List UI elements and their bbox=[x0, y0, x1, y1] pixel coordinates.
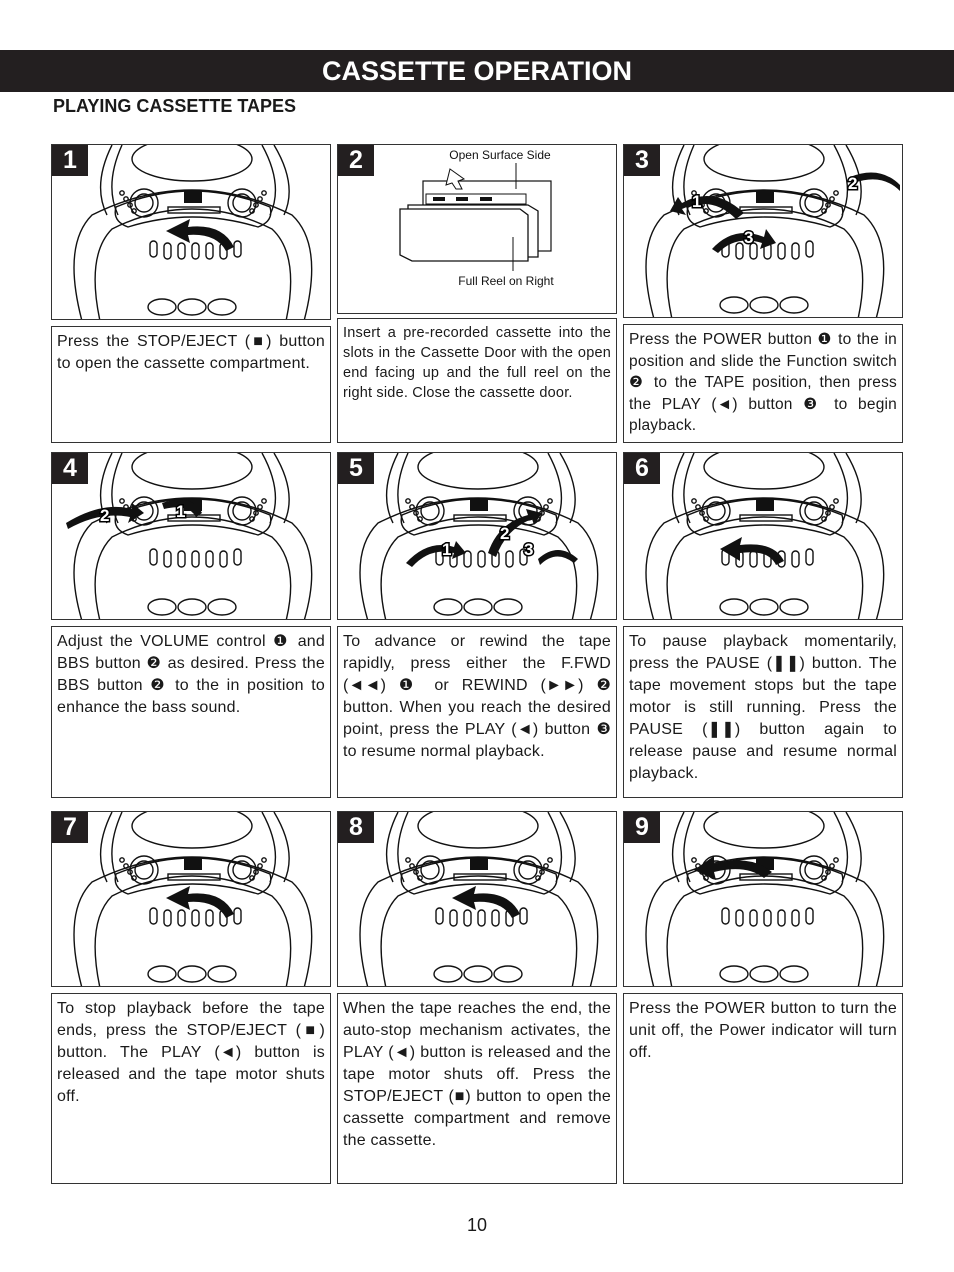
step-3-number: 3 bbox=[624, 145, 660, 176]
step-6-number: 6 bbox=[624, 453, 660, 484]
step-7-illustration bbox=[51, 811, 331, 987]
arrow-label-1: 1 bbox=[692, 192, 702, 211]
step-5-arrows bbox=[338, 453, 617, 620]
step-6-illustration bbox=[623, 452, 903, 620]
page-title: CASSETTE OPERATION bbox=[0, 50, 954, 92]
arrow-label-1: 1 bbox=[442, 540, 452, 559]
step-8-illustration bbox=[337, 811, 617, 987]
step-8-number: 8 bbox=[338, 812, 374, 843]
step-7-number: 7 bbox=[52, 812, 88, 843]
arrow-label-1: 1 bbox=[176, 502, 186, 521]
arrow-label-3: 3 bbox=[524, 540, 534, 559]
step-8-text: When the tape reaches the end, the auto-stop mechanism activates, the PLAY (◄) button is released and the tape motor shuts off. Press the STOP/EJECT (■) button to open the cassette compartment and remove the cassette. bbox=[337, 993, 617, 1184]
boombox-illustration bbox=[52, 145, 331, 320]
step-6-text: To pause playback momentarily, press the PAUSE (❚❚) button. The tape movement stops but the tape motor is still running. Press the PAUSE (❚❚) button again to release pause and resume normal playback. bbox=[623, 626, 903, 798]
direction-arrow bbox=[166, 219, 234, 251]
step-2-illustration bbox=[337, 144, 617, 314]
step-5-illustration bbox=[337, 452, 617, 620]
step-9-text: Press the POWER button to turn the unit off, the Power indicator will turn off. bbox=[623, 993, 903, 1184]
step-3-illustration bbox=[623, 144, 903, 318]
step-9-illustration bbox=[623, 811, 903, 987]
step-4-illustration bbox=[51, 452, 331, 620]
arrow-label-2: 2 bbox=[500, 524, 510, 543]
step-9-arrow bbox=[624, 812, 903, 987]
step-6-arrow bbox=[624, 453, 903, 620]
direction-arrow bbox=[452, 886, 520, 918]
arrow-label-2: 2 bbox=[100, 506, 110, 525]
step-1-text: Press the STOP/EJECT (■) button to open the cassette compartment. bbox=[51, 326, 331, 443]
step-9-number: 9 bbox=[624, 812, 660, 843]
boombox-illustration bbox=[52, 812, 331, 987]
step-2-text: Insert a pre-recorded cassette into the slots in the Cassette Door with the open end facing up and the full reel on the right side. Close the cassette door. bbox=[337, 318, 617, 443]
step-1-illustration bbox=[51, 144, 331, 320]
boombox-illustration bbox=[338, 812, 617, 987]
step-2-number: 2 bbox=[338, 145, 374, 176]
arrow-label-3: 3 bbox=[744, 228, 754, 247]
step-5-text: To advance or rewind the tape rapidly, press either the F.FWD (◄◄) ❶ or REWIND (►►) ❷ button. When you reach the desired point, press the PLAY (◄) button ❸ to resume normal playback. bbox=[337, 626, 617, 798]
step-1-number: 1 bbox=[52, 145, 88, 176]
step-3-arrows bbox=[624, 145, 903, 318]
step-4-arrows bbox=[52, 453, 331, 620]
page-number: 10 bbox=[466, 1215, 488, 1235]
callout-open-surface: Open Surface Side bbox=[449, 148, 551, 162]
cassette-insert-diagram bbox=[338, 145, 617, 314]
callout-full-reel: Full Reel on Right bbox=[458, 274, 554, 288]
step-4-number: 4 bbox=[52, 453, 88, 484]
section-heading: PLAYING CASSETTE TAPES bbox=[53, 96, 297, 116]
step-3-text: Press the POWER button ❶ to the in position and slide the Function switch ❷ to the TAPE position, then press the PLAY (◄) button ❸ to begin playback. bbox=[623, 324, 903, 443]
step-7-text: To stop playback before the tape ends, press the STOP/EJECT (■) button. The PLAY (◄) button is released and the tape motor shuts off. bbox=[51, 993, 331, 1184]
direction-arrow bbox=[166, 886, 234, 918]
step-5-number: 5 bbox=[338, 453, 374, 484]
step-4-text: Adjust the VOLUME control ❶ and BBS button ❷ as desired. Press the BBS button ❷ to the in position to enhance the bass sound. bbox=[51, 626, 331, 798]
arrow-label-2: 2 bbox=[848, 174, 858, 193]
